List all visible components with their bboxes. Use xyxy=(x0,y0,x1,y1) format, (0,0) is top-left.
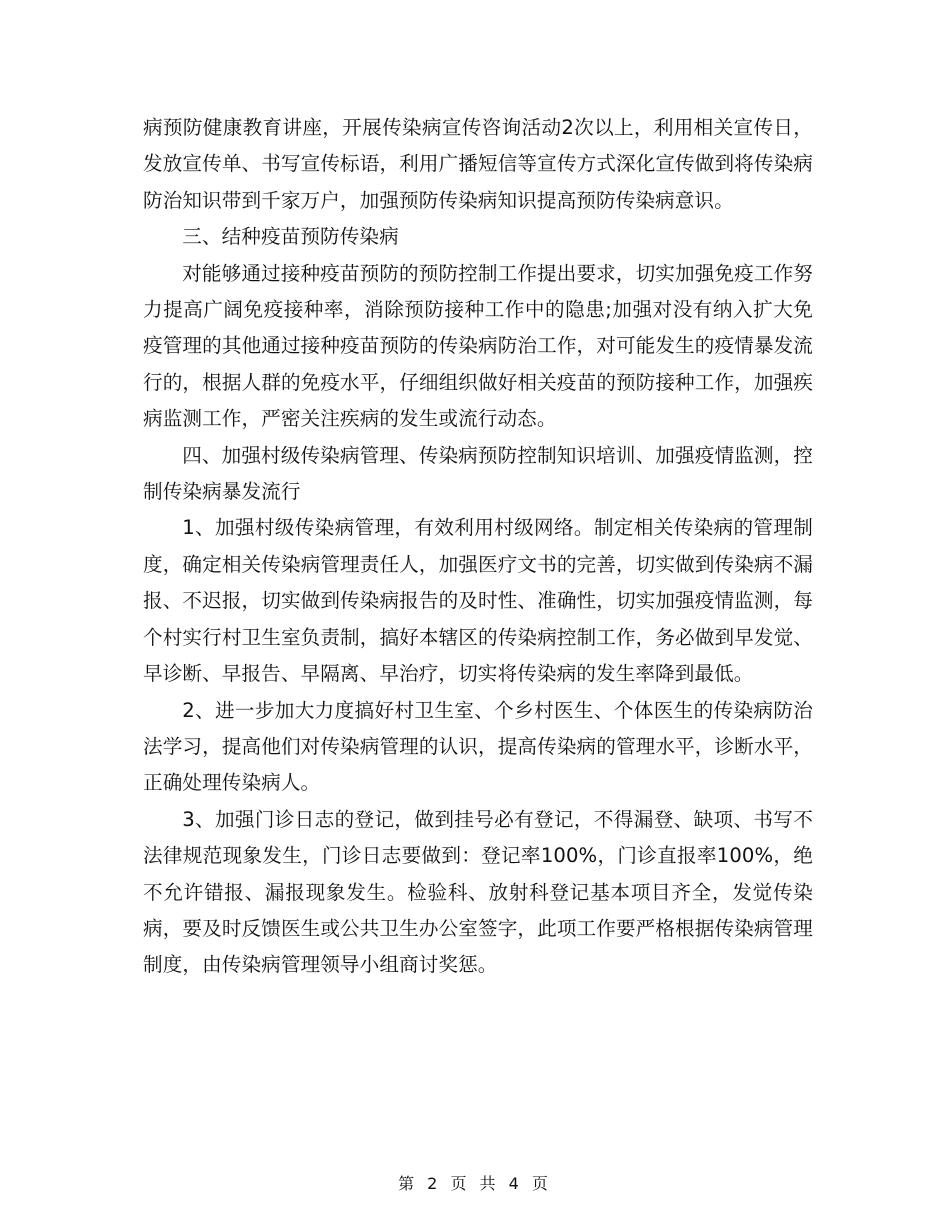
section-heading-vaccination: 三、结种疫苗预防传染病 xyxy=(182,225,399,249)
paragraph-item-3: 3、加强门诊日志的登记，做到挂号必有登记，不得漏登、缺项、书写不法律规范现象发生，门诊日志要做到：登记率100%，门诊直报率100%，绝不允许错报、漏报现象发生。检验科、放射科登记基本项目齐全，发觉传染病，要及时反馈医生或公共卫生办公室签字，此项工作要严格根据传染病管理制度，由传染病管理领导小组商讨奖惩。 xyxy=(143,807,813,977)
page-number-footer: 第 2 页 共 4 页 xyxy=(398,1174,552,1193)
paragraph-vaccination: 对能够通过接种疫苗预防的预防控制工作提出要求，切实加强免疫工作努力提高广阔免疫接种率，消除预防接种工作中的隐患;加强对没有纳入扩大免疫管理的其他通过接种疫苗预防的传染病防治工作，对可能发生的疫情暴发流行的，根据人群的免疫水平，仔细组织做好相关疫苗的预防接种工作，加强疾病监测工作，严密关注疾病的发生或流行动态。 xyxy=(143,261,813,431)
section-heading-village-management: 四、加强村级传染病管理、传染病预防控制知识培训、加强疫情监测，控制传染病暴发流行 xyxy=(143,443,813,504)
paragraph-item-1: 1、加强村级传染病管理，有效利用村级网络。制定相关传染病的管理制度，确定相关传染病管理责任人，加强医疗文书的完善，切实做到传染病不漏报、不迟报，切实做到传染病报告的及时性、准确性，切实加强疫情监测，每个村实行村卫生室负责制，搞好本辖区的传染病控制工作，务必做到早发觉、早诊断、早报告、早隔离、早治疗，切实将传染病的发生率降到最低。 xyxy=(143,516,813,686)
document-body xyxy=(143,110,813,984)
paragraph-item-2: 2、进一步加大力度搞好村卫生室、个乡村医生、个体医生的传染病防治法学习，提高他们对传染病管理的认识，提高传染病的管理水平，诊断水平，正确处理传染病人。 xyxy=(143,698,813,795)
paragraph-continuation: 病预防健康教育讲座，开展传染病宣传咨询活动2次以上，利用相关宣传日，发放宣传单、书写宣传标语，利用广播短信等宣传方式深化宣传做到将传染病防治知识带到千家万户，加强预防传染病知识提高预防传染病意识。 xyxy=(143,116,813,212)
